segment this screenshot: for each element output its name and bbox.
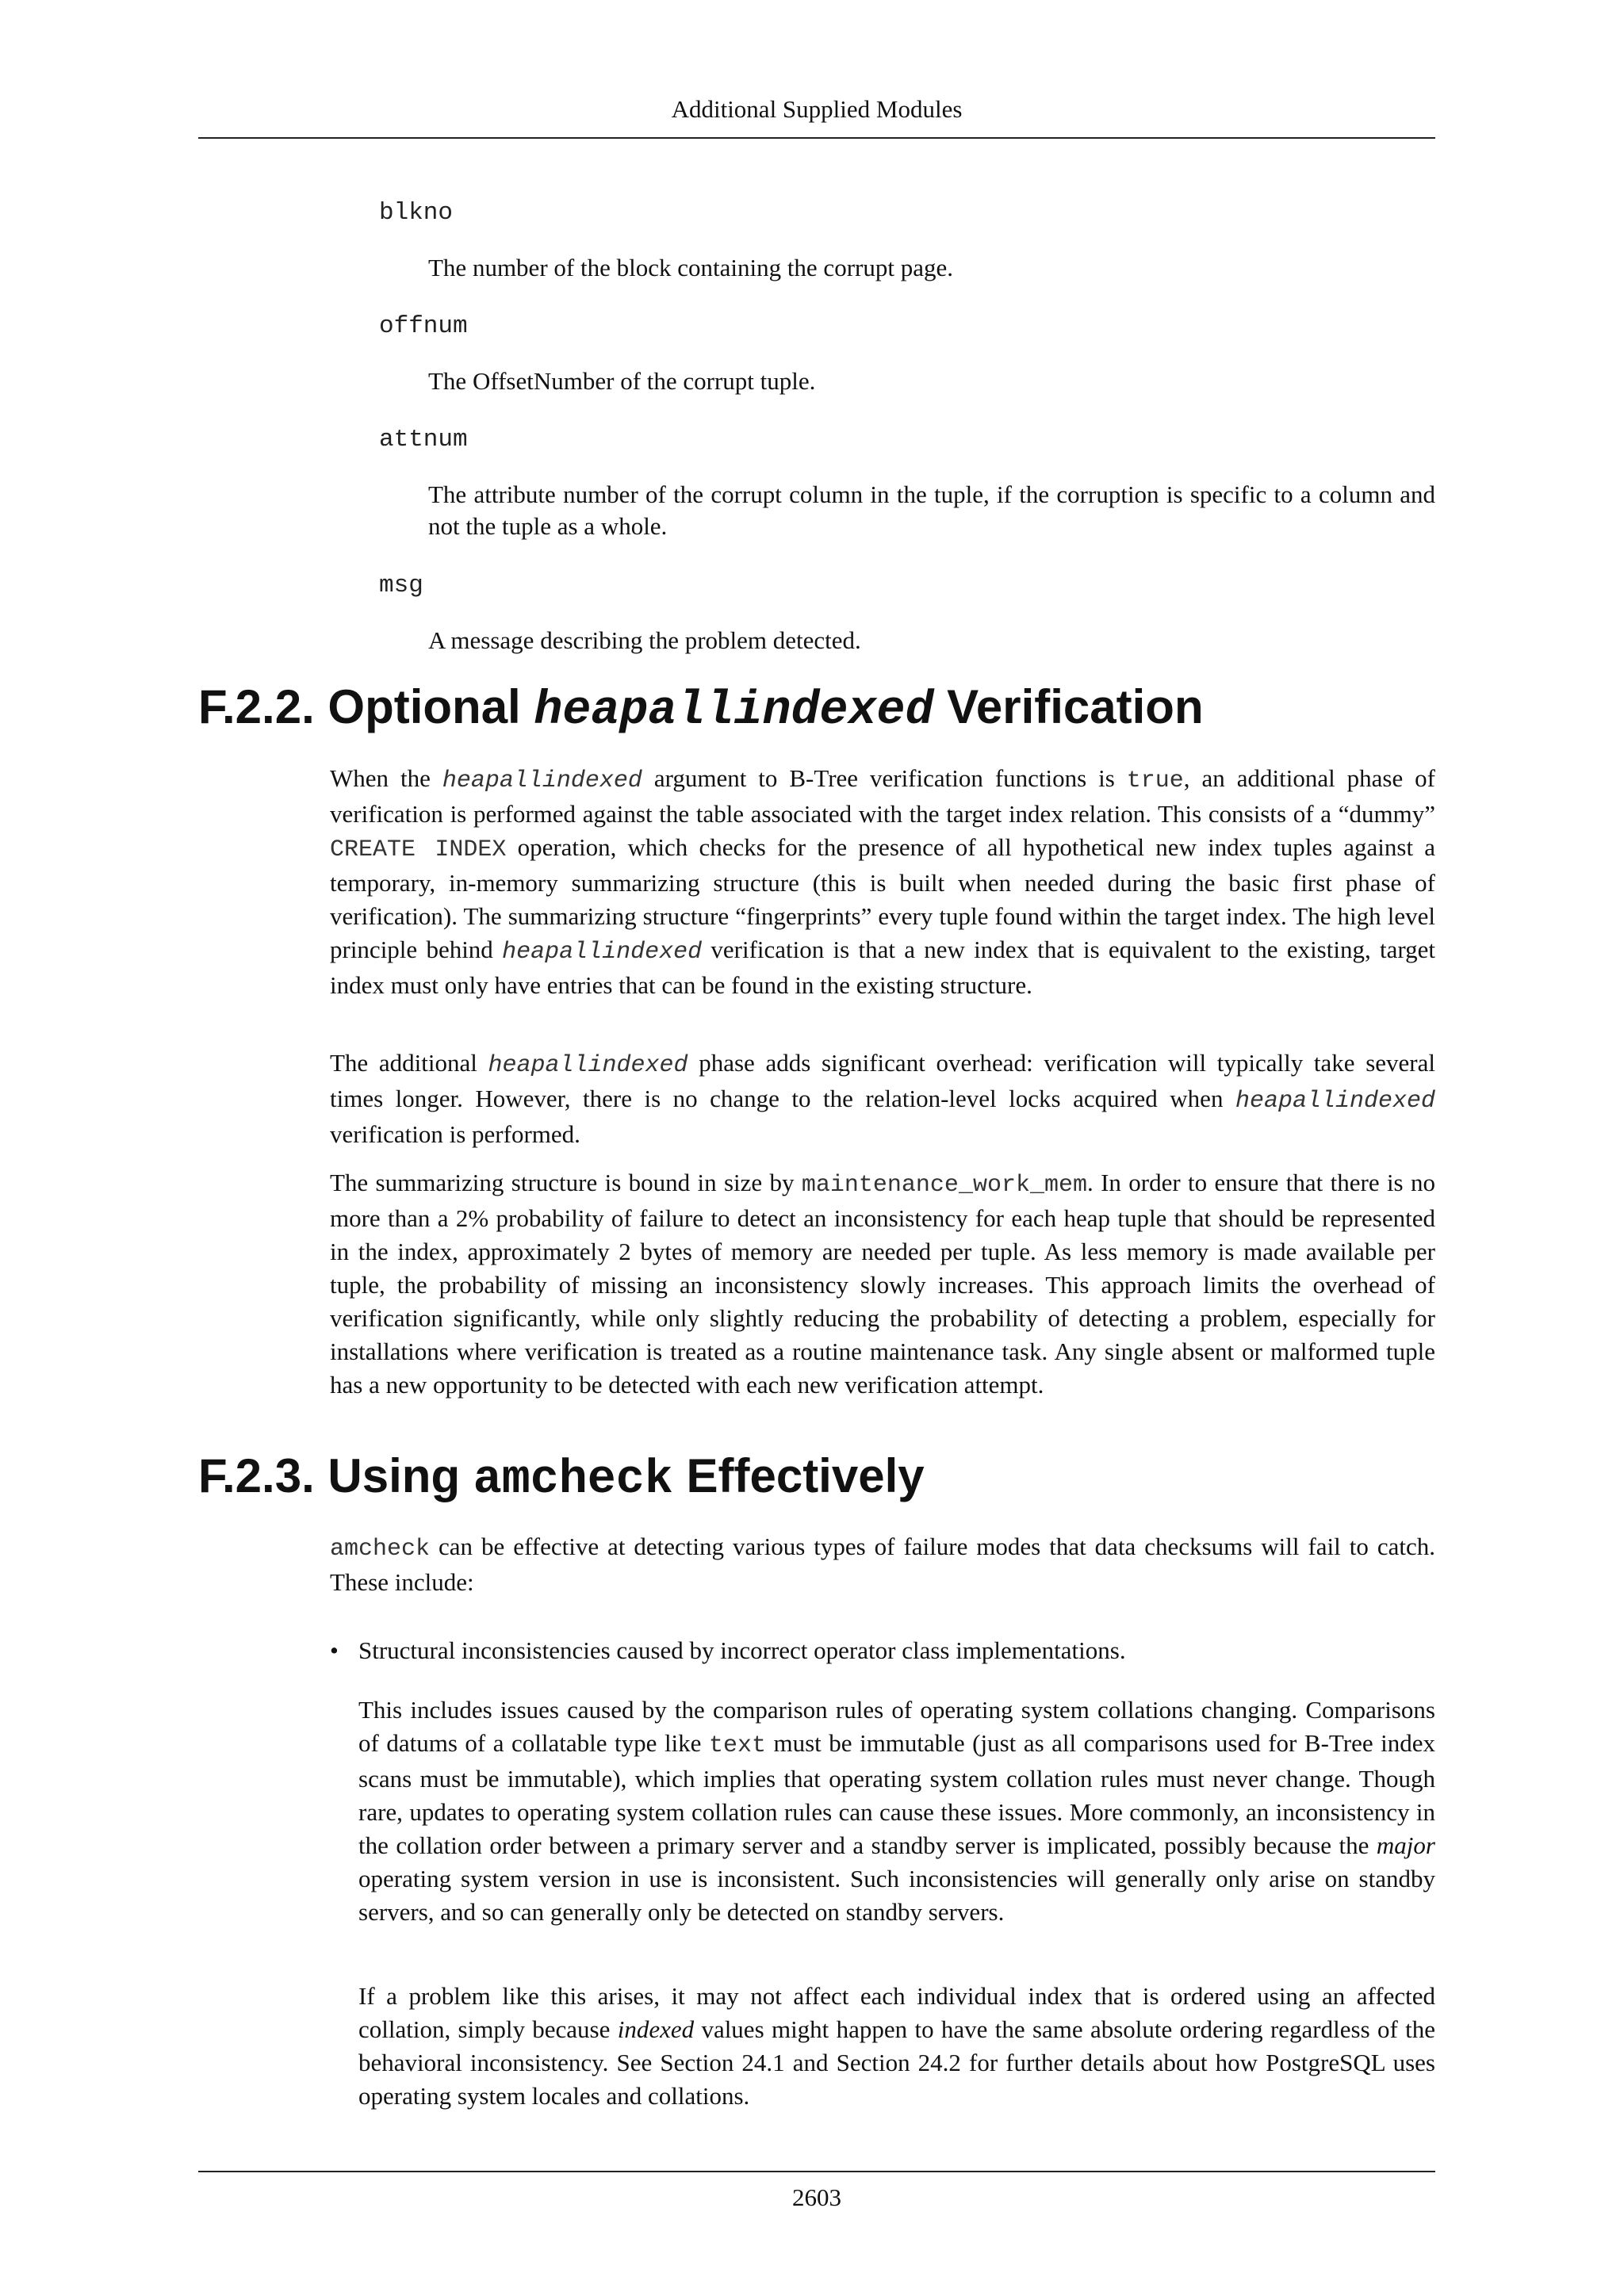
heading-text: F.2.3. Using — [198, 1449, 473, 1502]
paragraph-heapallindexed-intro: When the heapallindexed argument to B-Tree verification functions is true, an additional phase of verification is performed against the table associated with the target index relation. This consists of a “dummy” CREATE INDEX operation, which checks for the presence of all hypothetical new index tuples against a temporary, in-memory summarizing structure (this is built when needed during the basic first phase of verification). The summarizing structure “fingerprints” every tuple found within the target index. The high level principle behind heapallindexed verification is that a new index that is equivalent to the existing, target index must only have entries that can be found in the existing structure. — [330, 764, 1436, 999]
definition-desc-attnum: The attribute number of the corrupt column in the tuple, if the corruption is specific to a column and not the tuple as a whole. — [428, 480, 1435, 540]
paragraph-summarizing-structure: The summarizing structure is bound in size by maintenance_work_mem. In order to ensure that there is no more than a 2% probability of failure to detect an inconsistency for each heap tuple that should be represented in the index, approximately 2 bytes of memory are needed per tuple. As less memory is made available per tuple, the probability of missing an inconsistency slowly increases. This approach limits the overhead of verification significantly, while only slightly reducing the probability of detecting a problem, especially for installations where verification is treated as a routine maintenance task. Any single absent or malformed tuple has a new opportunity to be detected with each new verification attempt. — [330, 1169, 1435, 1399]
definition-desc-msg: A message describing the problem detected. — [428, 626, 861, 654]
heading-code: heapallindexed — [534, 684, 934, 738]
heading-code: amcheck — [473, 1453, 673, 1507]
definition-term-msg: msg — [379, 572, 423, 599]
paragraph-affected-index: If a problem like this arises, it may not affect each individual index that is ordered using an affected collation, simply because indexed values might happen to have the same absolute ordering regardless of the behavioral inconsistency. See Section 24.1 and Section 24.2 for further details about how PostgreSQL uses operating system locales and collations. — [358, 1982, 1435, 2110]
bullet-marker: • — [330, 1636, 339, 1664]
definition-desc-blkno: The number of the block containing the corrupt page. — [428, 254, 953, 281]
footer-rule — [198, 2171, 1435, 2172]
paragraph-amcheck-intro: amcheck can be effective at detecting various types of failure modes that data checksums will fail to catch. These include: — [330, 1533, 1435, 1596]
heading-text: Effectively — [672, 1449, 925, 1502]
paragraph-heapallindexed-overhead: The additional heapallindexed phase adds significant overhead: verification will typically take several times longer. However, there is no change to the relation-level locks acquired when heapallindexed verification is performed. — [330, 1049, 1435, 1148]
page-header: Additional Supplied Modules — [671, 95, 963, 123]
section-heading-f223 — [198, 1448, 925, 1509]
heading-text: F.2.2. Optional — [198, 680, 534, 733]
header-rule — [198, 137, 1435, 139]
bullet-item-structural-inconsistencies: Structural inconsistencies caused by incorrect operator class implementations. — [358, 1636, 1126, 1664]
definition-term-offnum: offnum — [379, 312, 468, 340]
definition-desc-offnum: The OffsetNumber of the corrupt tuple. — [428, 367, 816, 395]
definition-term-attnum: attnum — [379, 426, 468, 453]
section-heading-f222 — [198, 679, 1204, 740]
heading-text: Verification — [933, 680, 1204, 733]
paragraph-collation-issues: This includes issues caused by the comparison rules of operating system collations changing. Comparisons of datums of a collatable type like text must be immutable (just as all comparisons used for B-Tree index scans must be immutable), which implies that operating system collation rules must never change. Though rare, updates to operating system collation rules can cause these issues. More commonly, an inconsistency in the collation order between a primary server and a standby server is implicated, possibly because the major operating system version in use is inconsistent. Such inconsistencies will generally only arise on standby servers, and so can generally only be detected on standby servers. — [358, 1696, 1435, 1926]
definition-term-blkno: blkno — [379, 199, 454, 227]
page-number: 2603 — [792, 2183, 841, 2211]
